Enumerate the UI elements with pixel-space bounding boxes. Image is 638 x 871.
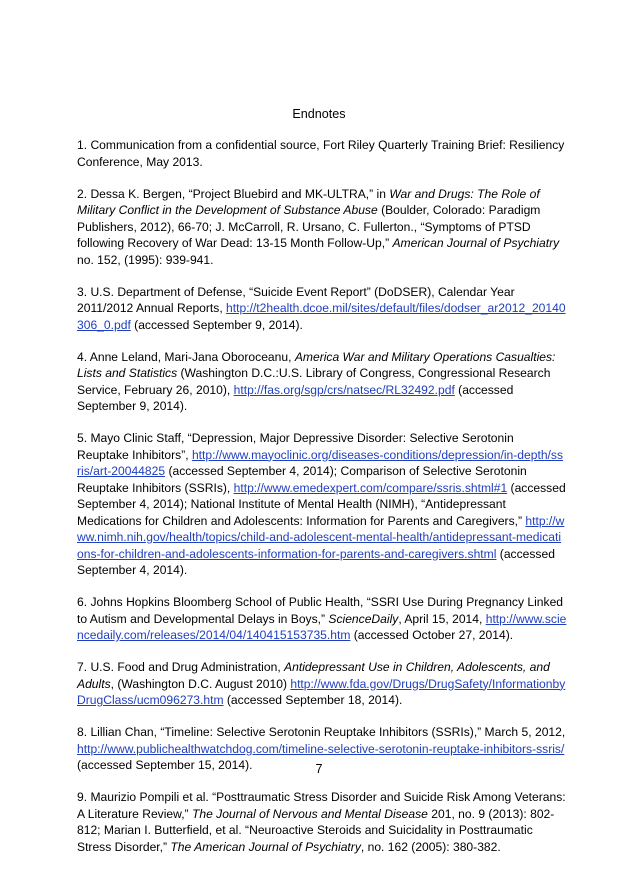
- italic-title: American Journal of Psychiatry: [392, 236, 560, 250]
- note-text: no. 152, (1995): 939-941.: [77, 252, 214, 267]
- page-title: Endnotes: [292, 107, 346, 121]
- note-text: 4. Anne Leland, Mari-Jana Oboroceanu,: [77, 349, 295, 364]
- reference-link[interactable]: http://www.fda.gov/Drugs/DrugSafety/InformationbyDrugClass/ucm096273.htm: [77, 676, 566, 707]
- note-text: , (Washington D.C. August 2010): [110, 676, 291, 691]
- italic-title: America War and Military Operations Casualties: Lists and Statistics: [77, 349, 556, 380]
- italic-title: War and Drugs: The Role of Military Conflict in the Development of Substance Abuse: [77, 186, 540, 217]
- endnote-2: [77, 186, 567, 269]
- note-text: (accessed September 4, 2014).: [77, 546, 555, 577]
- endnote-9: [77, 789, 567, 855]
- reference-link[interactable]: http://t2health.dcoe.mil/sites/default/files/dodser_ar2012_20140306_0.pdf: [77, 301, 566, 332]
- endnote-1: [77, 137, 567, 170]
- reference-link[interactable]: http://www.publichealthwatchdog.com/timeline-selective-serotonin-reuptake-inhibitors-ssris/: [77, 741, 565, 756]
- note-text: 201, no. 9 (2013): 802-812; Marian I. Butterfield, et al. “Neuroactive Steroids and Suicidality in Posttraumatic Stress Disorder,”: [77, 806, 555, 854]
- italic-title: The Journal of Nervous and Mental Disease: [191, 806, 428, 821]
- reference-link[interactable]: http://www.mayoclinic.org/diseases-conditions/depression/in-depth/ssris/art-20044825: [77, 447, 564, 478]
- italic-title: The American Journal of Psychiatry: [170, 839, 361, 854]
- note-text: 7. U.S. Food and Drug Administration,: [77, 660, 285, 674]
- note-text: 8. Lillian Chan, “Timeline: Selective Serotonin Reuptake Inhibitors (SSRIs),” March 5, 2012,: [77, 725, 566, 739]
- reference-link[interactable]: http://fas.org/sgp/crs/natsec/RL32492.pdf: [233, 382, 455, 397]
- endnote-3: [77, 284, 567, 334]
- note-text: (accessed September 9, 2014).: [77, 382, 514, 413]
- endnote-5: [77, 430, 567, 579]
- page-number: 7: [315, 762, 323, 776]
- note-text: (accessed September 4, 2014); National Institute of Mental Health (NIMH), “Antidepressant Medications for Children and Adolescents: Information for Parents and Caregivers,”: [77, 480, 566, 528]
- note-text: 9. Maurizio Pompili et al. “Posttraumatic Stress Disorder and Suicide Risk Among Veterans: A Literature Review,”: [77, 790, 566, 821]
- note-text: (accessed September 18, 2014).: [223, 693, 403, 707]
- note-text: (accessed September 9, 2014).: [130, 317, 303, 332]
- note-text: 6. Johns Hopkins Bloomberg School of Public Health, “SSRI Use During Pregnancy Linked to Autism and Developmental Delays in Boys,”: [77, 595, 564, 626]
- reference-link[interactable]: http://www.nimh.nih.gov/health/topics/child-and-adolescent-mental-health/antidepressant-medications-for-children-and-adolescents-information-for-parents-and-caregivers.shtml: [77, 513, 565, 561]
- endnote-6: [77, 594, 567, 644]
- note-text: 1. Communication from a confidential source, Fort Riley Quarterly Training Brief: Resiliency Conference, May 2013.: [77, 138, 565, 169]
- note-text: 2. Dessa K. Bergen, “Project Bluebird and MK-ULTRA,” in: [77, 186, 390, 201]
- reference-link[interactable]: http://www.emedexpert.com/compare/ssris.shtml#1: [233, 480, 508, 495]
- note-text: (accessed October 27, 2014).: [350, 628, 514, 642]
- endnote-7: [77, 659, 567, 709]
- endnote-4: [77, 349, 567, 415]
- italic-title: Antidepressant Use in Children, Adolescents, and Adults: [77, 660, 550, 691]
- note-text: (accessed September 15, 2014).: [77, 758, 253, 772]
- note-text: 5. Mayo Clinic Staff, “Depression, Major Depressive Disorder: Selective Serotonin Reuptake Inhibitors”,: [77, 431, 514, 462]
- reference-link[interactable]: http://www.sciencedaily.com/releases/2014/04/140415153735.htm: [77, 611, 567, 642]
- note-text: (accessed September 4, 2014); Comparison of Selective Serotonin Reuptake Inhibitors (SSRIs),: [77, 464, 527, 495]
- note-text: , April 15, 2014,: [398, 611, 486, 626]
- note-text: , no. 162 (2005): 380-382.: [360, 839, 501, 854]
- note-text: 3. U.S. Department of Defense, “Suicide Event Report” (DoDSER), Calendar Year 2011/2012 Annual Reports,: [77, 284, 515, 315]
- italic-title: ScienceDaily: [328, 611, 399, 626]
- note-text: (Boulder, Colorado: Paradigm Publishers, 2012), 66-70; J. McCarroll, R. Ursano, C. Fullerton., “Symptoms of PTSD following Recovery of War Dead: 13-15 Month Follow-Up,”: [77, 203, 541, 250]
- note-text: (Washington D.C.:U.S. Library of Congress, Congressional Research Service, February 26, 2010),: [77, 366, 551, 397]
